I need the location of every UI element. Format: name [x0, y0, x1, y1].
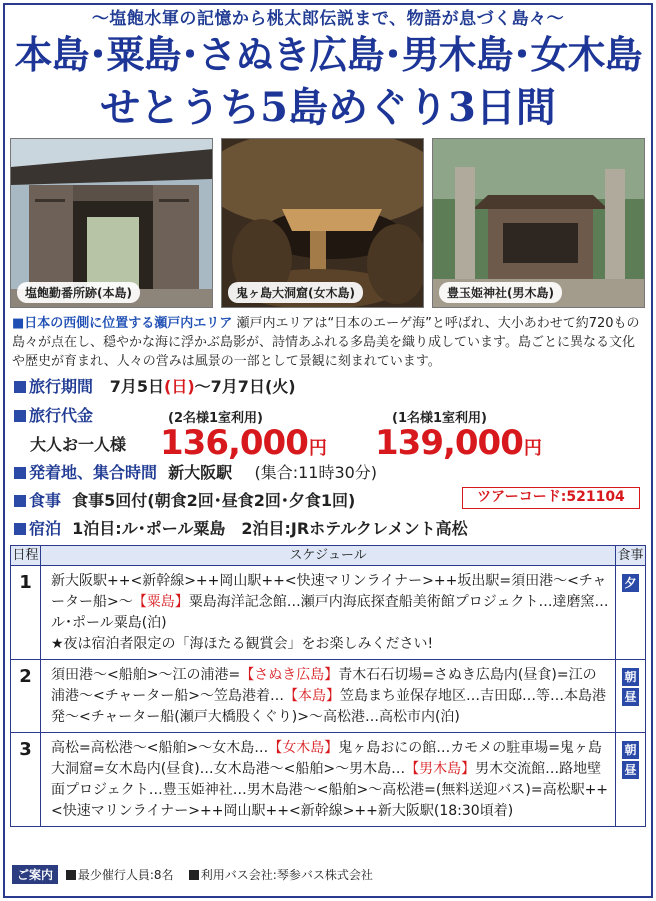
schedule-header [11, 546, 645, 566]
meal-badge: 昼 [622, 688, 639, 706]
schedule-day-number: 2 [11, 660, 41, 732]
schedule-day-row [11, 733, 645, 826]
schedule-text-segment: 青木石石切場=さぬき広島内(昼食)=江の浦港〜<チャーター船>〜笠島港着… [51, 667, 597, 704]
schedule-day-meals [615, 733, 645, 826]
header-title-line2: せとうち5島めぐり3日間 [100, 84, 556, 131]
schedule-header-schedule: スケジュール [289, 548, 367, 563]
photo-caption: 鬼ヶ島大洞窟(女木島) [228, 282, 363, 303]
photo-caption: 塩飽勤番所跡(本島) [17, 282, 140, 303]
price-one-value: 139,000 [375, 423, 523, 463]
meals-text: 食事5回付(朝食2回･昼食2回･夕食1回) [72, 491, 356, 510]
photo-caption: 豊玉姫神社(男木島) [439, 282, 562, 303]
meal-badge: 昼 [622, 761, 639, 779]
schedule-header-day: 日程 [11, 546, 41, 565]
blue-square-bullet-icon [14, 410, 26, 422]
departure-label: 発着地、集合時間 [29, 463, 158, 482]
schedule-table [10, 545, 646, 827]
schedule-day-number: 1 [11, 566, 41, 659]
price-label: 旅行代金 [29, 406, 94, 425]
schedule-text-segment: 笠島まち並保存地区…吉田邸…等…本島港発〜<チャーター船(瀬戸大橋股くぐり)>〜高松港…高松市内(泊) [51, 688, 607, 725]
schedule-day-text [41, 566, 615, 659]
intro-lead: ■日本の西側に位置する瀬戸内エリア [12, 316, 233, 331]
schedule-text-segment: 男木交流館…路地壁面プロジェクト…豊玉姫神社…男木島港〜<船舶>〜高松港=(無料送迎バス)=高松駅++<快速マリンライナー>++岡山駅++<新幹線>++新大阪駅(18:30頃着) [51, 761, 609, 819]
period-start-day: (日) [164, 377, 195, 396]
schedule-island-highlight: 【粟島】 [132, 594, 189, 610]
schedule-day-meals [615, 660, 645, 732]
schedule-day-note: ★夜は宿泊者限定の「海ほたる観賞会」をお楽しみください! [51, 636, 434, 652]
departure-row [14, 460, 377, 483]
lodging-row [14, 516, 468, 539]
meal-badge: 朝 [622, 741, 639, 759]
meal-badge: 夕 [622, 574, 639, 592]
schedule-island-highlight: 【男木島】 [405, 761, 476, 777]
schedule-text-segment: 新大阪駅++<新幹線>++岡山駅++<快速マリンライナー>++坂出駅=須田港〜<チャーター船>〜 [51, 573, 607, 610]
photo-onigashima-cave [221, 138, 424, 308]
meal-badge: 朝 [622, 668, 639, 686]
price-adult-label: 大人お一人様 [30, 435, 127, 454]
price-one-person [375, 423, 542, 463]
lodging-label: 宿泊 [29, 519, 62, 538]
schedule-island-highlight: 【本島】 [284, 688, 341, 704]
departure-station: 新大阪駅 [168, 463, 233, 482]
schedule-text-segment: 高松=高松港〜<船舶>〜女木島… [51, 740, 269, 756]
schedule-island-highlight: 【さぬき広島】 [240, 667, 339, 683]
blue-square-bullet-icon [14, 381, 26, 393]
price-two-value: 136,000 [160, 423, 308, 463]
period-end: 7月7日(火) [210, 377, 296, 396]
schedule-text-segment: 鬼ヶ島おにの館…カモメの駐車場=鬼ヶ島大洞窟=女木島内(昼食)…女木島港〜<船舶>〜男木島… [51, 740, 602, 777]
photo-shiwaku-kinbansho [10, 138, 213, 308]
meals-label: 食事 [29, 491, 62, 510]
price-one-unit: 円 [523, 438, 542, 459]
schedule-day-row [11, 660, 645, 733]
photo-toyotamahime-shrine [432, 138, 645, 308]
lodging-text: 1泊目:ル･ポール粟島 2泊目:JRホテルクレメント高松 [72, 519, 468, 538]
price-label-row [14, 403, 93, 426]
footer-min-people: 最少催行人員:8名 [77, 868, 174, 882]
footer-tag: ご案内 [12, 865, 58, 884]
period-start: 7月5日 [109, 377, 165, 396]
black-square-bullet-icon [66, 870, 76, 880]
schedule-island-highlight: 【女木島】 [268, 740, 339, 756]
departure-time: (集合:11時30分) [254, 463, 378, 482]
intro-paragraph [12, 314, 644, 371]
header-subtitle: 〜塩飽水軍の記憶から桃太郎伝説まで、物語が息づく島々〜 [91, 9, 565, 29]
tour-code-badge: ツアーコード:521104 [462, 487, 640, 509]
schedule-day-text [41, 660, 615, 732]
black-square-bullet-icon [189, 870, 199, 880]
footer-info [12, 865, 373, 884]
schedule-header-meal: 食事 [615, 546, 645, 565]
period-sep: 〜 [194, 377, 211, 396]
price-note-one: (1名様1室利用) [392, 411, 487, 426]
price-two-person [160, 423, 327, 463]
price-note-two: (2名様1室利用) [168, 411, 263, 426]
schedule-day-meals [615, 566, 645, 659]
period-label: 旅行期間 [29, 377, 94, 396]
period-row [14, 374, 296, 397]
blue-square-bullet-icon [14, 495, 26, 507]
schedule-day-text [41, 733, 615, 826]
meals-row [14, 488, 355, 511]
header-title-line1: 本島･粟島･さぬき広島･男木島･女木島 [14, 32, 642, 77]
intro-body: 瀬戸内エリアは“日本のエーゲ海”と呼ばれ、大小あわせて約720もの島々が点在し、穏やかな海に浮かぶ島影が、詩情あふれる多島美を織り成しています。島ごとに異なる文化や歴史が育まれ、人々の営みは風景の一部として景観に刻まれています。 [12, 316, 640, 369]
price-two-unit: 円 [308, 438, 327, 459]
blue-square-bullet-icon [14, 523, 26, 535]
schedule-day-row [11, 566, 645, 660]
schedule-text-segment: 粟島海洋記念館…瀬戸内海底探査船美術館プロジェクト…達磨窯…ル･ポール粟島(泊) [51, 594, 609, 631]
footer-bus: 利用バス会社:琴参バス株式会社 [200, 868, 373, 882]
schedule-day-number: 3 [11, 733, 41, 826]
blue-square-bullet-icon [14, 467, 26, 479]
schedule-text-segment: 須田港〜<船舶>〜江の浦港= [51, 667, 241, 683]
